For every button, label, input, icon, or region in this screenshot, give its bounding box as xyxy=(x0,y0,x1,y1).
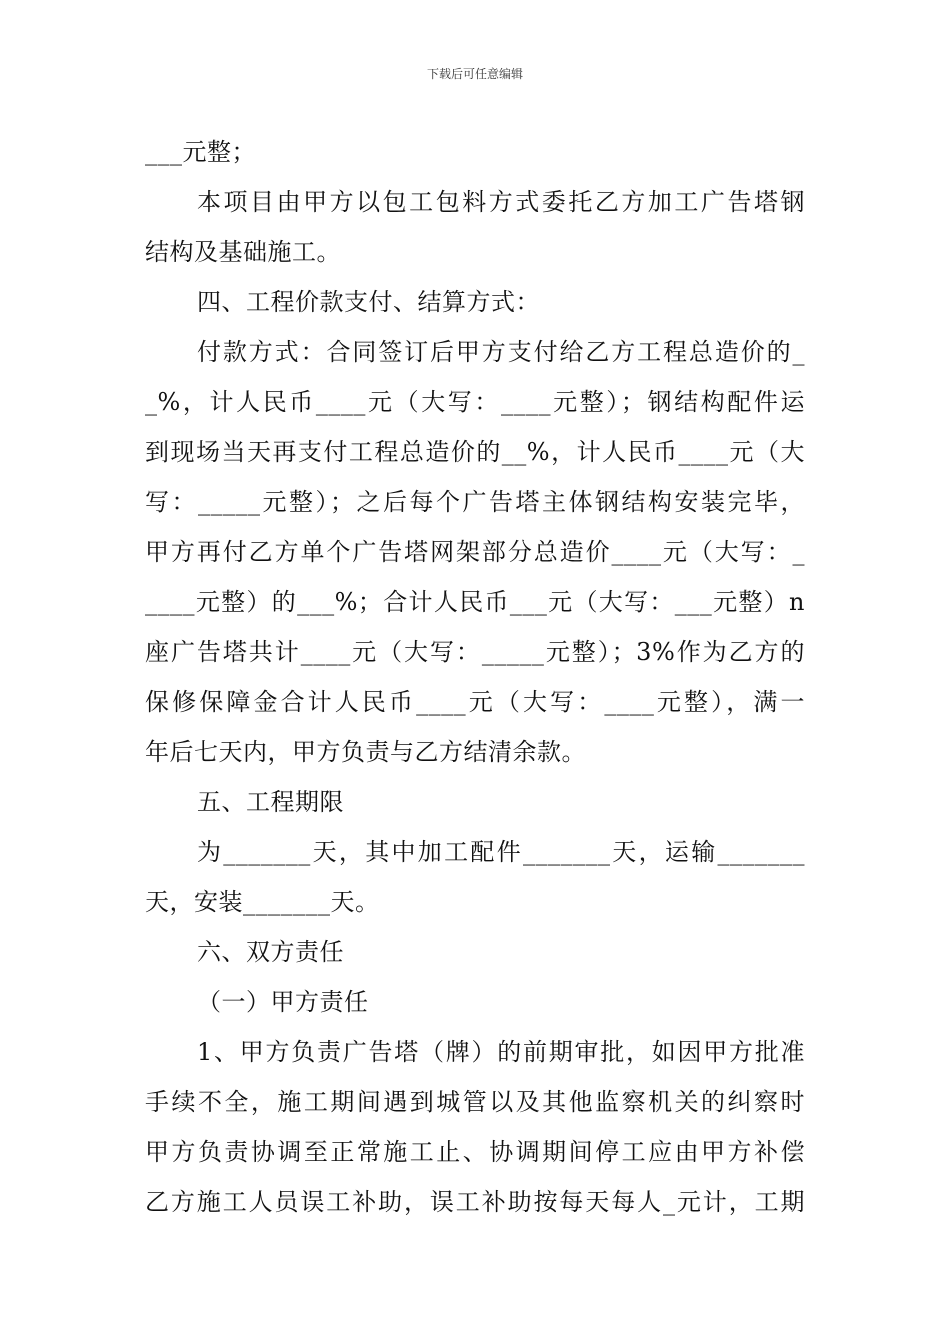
text-line: 为_______天，其中加工配件_______天，运输_______ xyxy=(197,838,805,866)
text-line: 到现场当天再支付工程总造价的__%，计人民币____元（大 xyxy=(145,438,805,466)
text-line: ___元整； xyxy=(145,138,256,166)
text-line: 1、甲方负责广告塔（牌）的前期审批，如因甲方批准 xyxy=(197,1038,805,1066)
section-heading: 四、工程价款支付、结算方式： xyxy=(197,288,540,316)
section-heading: 五、工程期限 xyxy=(197,788,344,816)
text-line: _%，计人民币____元（大写：____元整）；钢结构配件运 xyxy=(145,388,805,416)
text-line: ____元整）的___%；合计人民币___元（大写：___元整）n xyxy=(145,588,805,616)
document-body xyxy=(145,127,805,1227)
text-line: 甲方再付乙方单个广告塔网架部分总造价____元（大写：_ xyxy=(145,538,805,566)
text-line: 乙方施工人员误工补助，误工补助按每天每人_元计，工期 xyxy=(145,1188,805,1216)
text-line: 结构及基础施工。 xyxy=(145,238,341,266)
page-header: 下载后可任意编辑 xyxy=(426,67,523,81)
text-line: 写：_____元整）；之后每个广告塔主体钢结构安装完毕， xyxy=(145,488,805,516)
text-line: 保修保障金合计人民币____元（大写：____元整），满一 xyxy=(145,688,805,716)
text-line: 手续不全，施工期间遇到城管以及其他监察机关的纠察时 xyxy=(145,1088,805,1116)
text-line: 本项目由甲方以包工包料方式委托乙方加工广告塔钢 xyxy=(197,188,805,216)
text-line: 座广告塔共计____元（大写：_____元整）；3%作为乙方的 xyxy=(145,638,805,666)
section-heading: 六、双方责任 xyxy=(197,938,344,966)
subsection-heading: （一）甲方责任 xyxy=(197,988,369,1016)
text-line: 付款方式：合同签订后甲方支付给乙方工程总造价的_ xyxy=(197,338,805,366)
text-line: 甲方负责协调至正常施工止、协调期间停工应由甲方补偿 xyxy=(145,1138,805,1166)
text-line: 天，安装_______天。 xyxy=(145,888,380,916)
text-line: 年后七天内，甲方负责与乙方结清余款。 xyxy=(145,738,586,766)
